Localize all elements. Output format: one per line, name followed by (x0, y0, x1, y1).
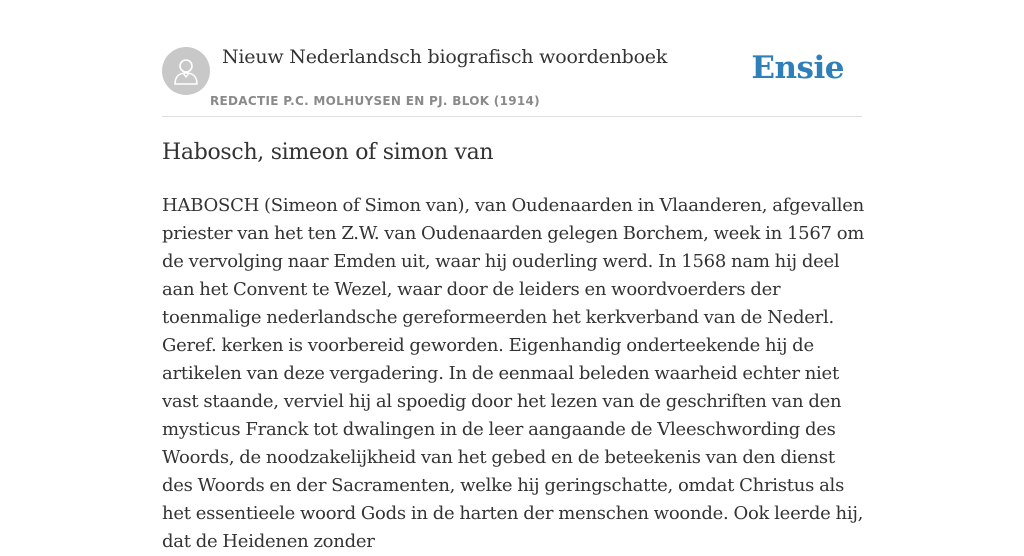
book-title[interactable]: Nieuw Nederlandsch biografisch woordenboek (222, 46, 668, 68)
avatar[interactable] (162, 47, 210, 95)
book-editors: REDACTIE P.C. MOLHUYSEN EN PJ. BLOK (1914) (210, 94, 540, 108)
user-icon (172, 56, 200, 86)
entry-title: Habosch, simeon of simon van (162, 140, 494, 165)
brand-logo[interactable]: Ensie (751, 50, 844, 86)
book-header (162, 44, 862, 117)
entry-body: HABOSCH (Simeon of Simon van), van Oudenaarden in Vlaanderen, afgevallen priester van het ten Z.W. van Oudenaarden gelegen Borchem, week in 1567 om de vervolging naar Emden uit, waar hij ouderling werd. In 1568 nam hij deel aan het Convent te Wezel, waar door de leiders en woordvoerders der toenmalige nederlandsche gereformeerden het kerkverband van de Nederl. Geref. kerken is voorbereid geworden. Eigenhandig onderteekende hij de artikelen van deze vergadering. In de eenmaal beleden waarheid echter niet vast staande, verviel hij al spoedig door het lezen van de geschriften van den mysticus Franck tot dwalingen in de leer aangaande de Vleeschwording des Woords, de noodzakelijkheid van het gebed en de beteekenis van den dienst des Woords en der Sacramenten, welke hij geringschatte, omdat Christus als het essentieele woord Gods in de harten der menschen woonde. Ook leerde hij, dat de Heidenen zonder (162, 195, 865, 552)
